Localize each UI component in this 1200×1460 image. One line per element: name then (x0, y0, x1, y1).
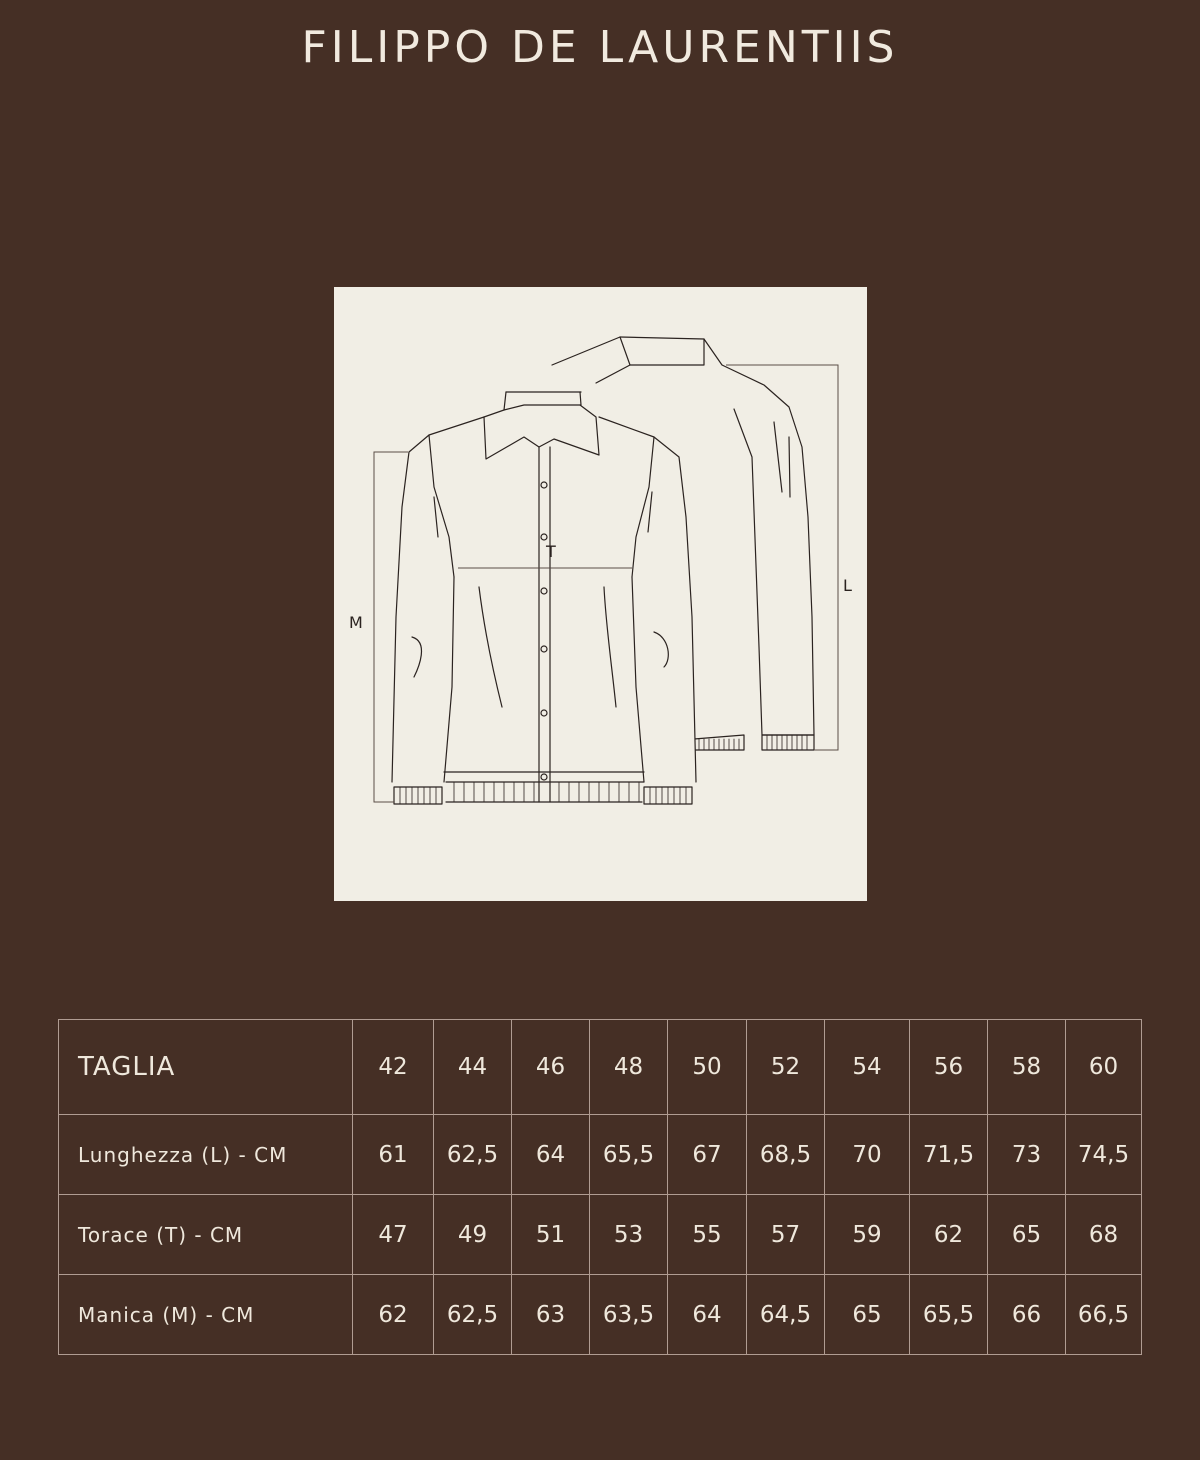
size-cell: 44 (434, 1020, 512, 1115)
table-cell: 68,5 (747, 1115, 825, 1195)
table-cell: 64 (668, 1275, 747, 1355)
table-cell: 67 (668, 1115, 747, 1195)
length-measure-line (726, 365, 838, 750)
shirt-jacket-illustration (334, 287, 867, 901)
table-cell: 65 (825, 1275, 910, 1355)
table-cell: 73 (988, 1115, 1066, 1195)
size-cell: 54 (825, 1020, 910, 1115)
brand-title: FILIPPO DE LAURENTIIS (301, 22, 899, 73)
table-cell: 62,5 (434, 1275, 512, 1355)
sleeve-label: M (349, 613, 363, 632)
size-cell: 52 (747, 1020, 825, 1115)
garment-diagram (334, 287, 867, 901)
row-label: Manica (M) - CM (59, 1275, 353, 1355)
size-cell: 46 (512, 1020, 590, 1115)
table-cell: 62 (910, 1195, 988, 1275)
table-cell: 62,5 (434, 1115, 512, 1195)
chest-row (59, 1195, 1142, 1275)
size-cell: 48 (590, 1020, 668, 1115)
length-label: L (843, 576, 852, 595)
table-cell: 55 (668, 1195, 747, 1275)
table-cell: 65 (988, 1195, 1066, 1275)
sleeve-row (59, 1275, 1142, 1355)
table-cell: 49 (434, 1195, 512, 1275)
length-row (59, 1115, 1142, 1195)
table-cell: 64 (512, 1115, 590, 1195)
size-header-label: TAGLIA (59, 1020, 353, 1115)
table-cell: 63 (512, 1275, 590, 1355)
table-cell: 51 (512, 1195, 590, 1275)
table-cell: 65,5 (910, 1275, 988, 1355)
size-cell: 58 (988, 1020, 1066, 1115)
table-cell: 64,5 (747, 1275, 825, 1355)
table-cell: 66,5 (1066, 1275, 1142, 1355)
size-cell: 50 (668, 1020, 747, 1115)
size-cell: 42 (353, 1020, 434, 1115)
table-cell: 71,5 (910, 1115, 988, 1195)
chest-label: T (546, 542, 556, 561)
size-header-row (59, 1020, 1142, 1115)
table-cell: 57 (747, 1195, 825, 1275)
table-cell: 68 (1066, 1195, 1142, 1275)
row-label: Lunghezza (L) - CM (59, 1115, 353, 1195)
table-cell: 74,5 (1066, 1115, 1142, 1195)
table-cell: 66 (988, 1275, 1066, 1355)
size-cell: 60 (1066, 1020, 1142, 1115)
row-label: Torace (T) - CM (59, 1195, 353, 1275)
table-cell: 70 (825, 1115, 910, 1195)
size-table (58, 1019, 1142, 1355)
table-cell: 63,5 (590, 1275, 668, 1355)
table-cell: 59 (825, 1195, 910, 1275)
table-cell: 65,5 (590, 1115, 668, 1195)
table-cell: 47 (353, 1195, 434, 1275)
table-cell: 53 (590, 1195, 668, 1275)
table-cell: 62 (353, 1275, 434, 1355)
size-cell: 56 (910, 1020, 988, 1115)
table-cell: 61 (353, 1115, 434, 1195)
